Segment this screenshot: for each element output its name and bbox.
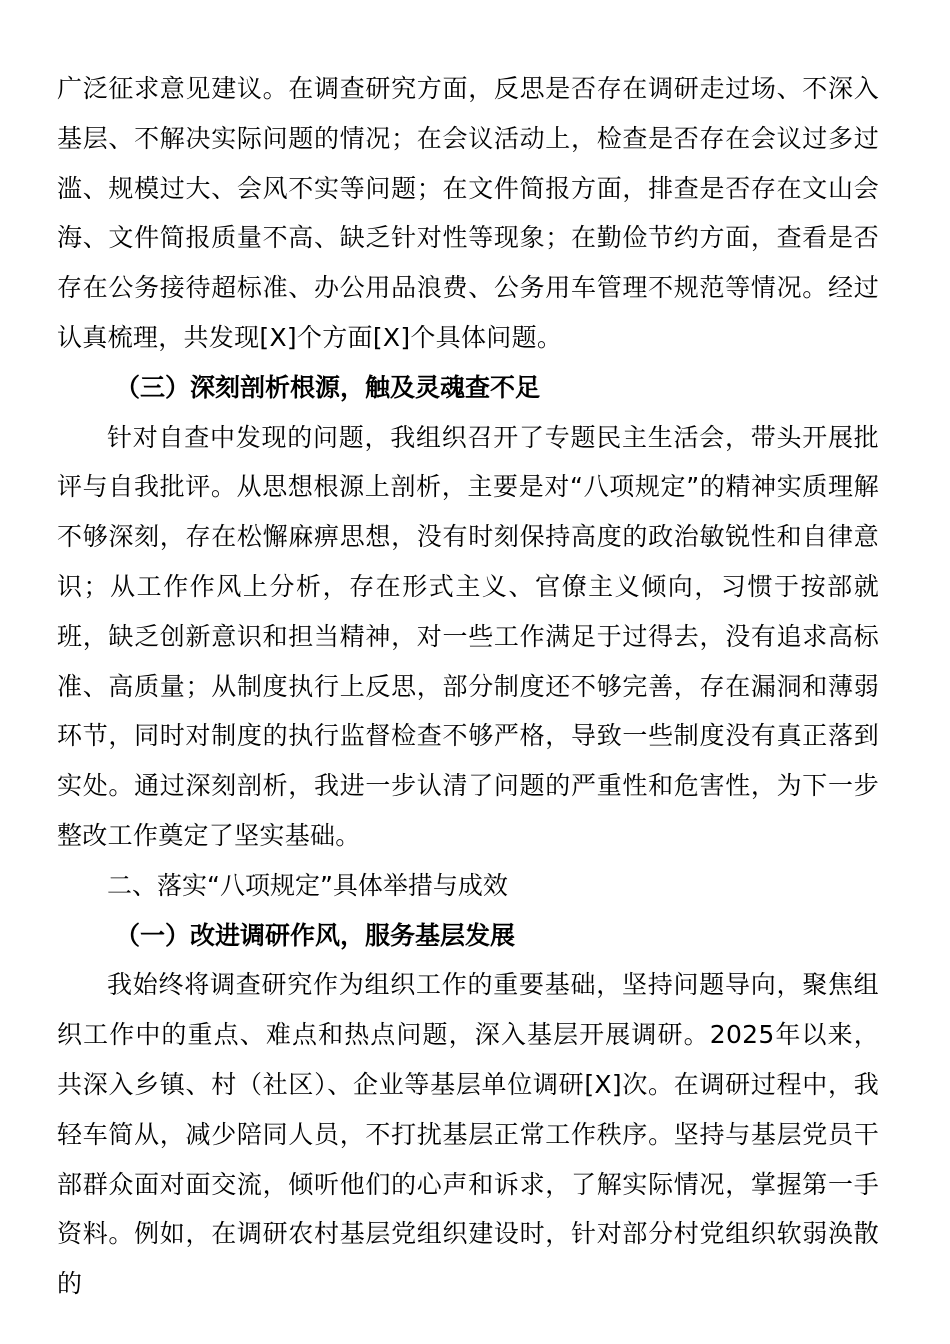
chapter-heading-measures: 二、落实“八项规定”具体举措与成效 xyxy=(107,870,508,900)
paragraph-self-check-continued: 广泛征求意见建议。在调查研究方面，反思是否存在调研走过场、不深入基层、不解决实际问题的情况；在会议活动上，检查是否存在会议过多过滥、规模过大、会风不实等问题；在文件简报方面，排查是否存在文山会海、文件简报质量不高、缺乏针对性等现象；在勤俭节约方面，查看是否存在公务接待超标准、办公用品浪费、公务用车管理不规范等情况。经过认真梳理，共发现[X]个方面[X]个具体问题。 xyxy=(57,74,879,352)
paragraph-research-style: 我始终将调查研究作为组织工作的重要基础，坚持问题导向，聚焦组织工作中的重点、难点和热点问题，深入基层开展调研。2025年以来，共深入乡镇、村（社区）、企业等基层单位调研[X]次。在调研过程中，我轻车简从，减少陪同人员，不打扰基层正常工作秩序。坚持与基层党员干部群众面对面交流，倾听他们的心声和诉求，了解实际情况，掌握第一手资料。例如，在调研农村基层党组织建设时，针对部分村党组织软弱涣散的 xyxy=(57,970,879,1299)
paragraph-root-cause-analysis: 针对自查中发现的问题，我组织召开了专题民主生活会，带头开展批评与自我批评。从思想根源上剖析，主要是对“八项规定”的精神实质理解不够深刻，存在松懈麻痹思想，没有时刻保持高度的政治敏锐性和自律意识；从工作作风上分析，存在形式主义、官僚主义倾向，习惯于按部就班，缺乏创新意识和担当精神，对一些工作满足于过得去，没有追求高标准、高质量；从制度执行上反思，部分制度还不够完善，存在漏洞和薄弱环节，同时对制度的执行监督检查不够严格，导致一些制度没有真正落到实处。通过深刻剖析，我进一步认清了问题的严重性和危害性，为下一步整改工作奠定了坚实基础。 xyxy=(57,422,879,850)
section-heading-root-cause: （三）深刻剖析根源，触及灵魂查不足 xyxy=(115,372,541,402)
section-heading-research-style: （一）改进调研作风，服务基层发展 xyxy=(115,920,516,950)
document-page xyxy=(57,64,879,1309)
